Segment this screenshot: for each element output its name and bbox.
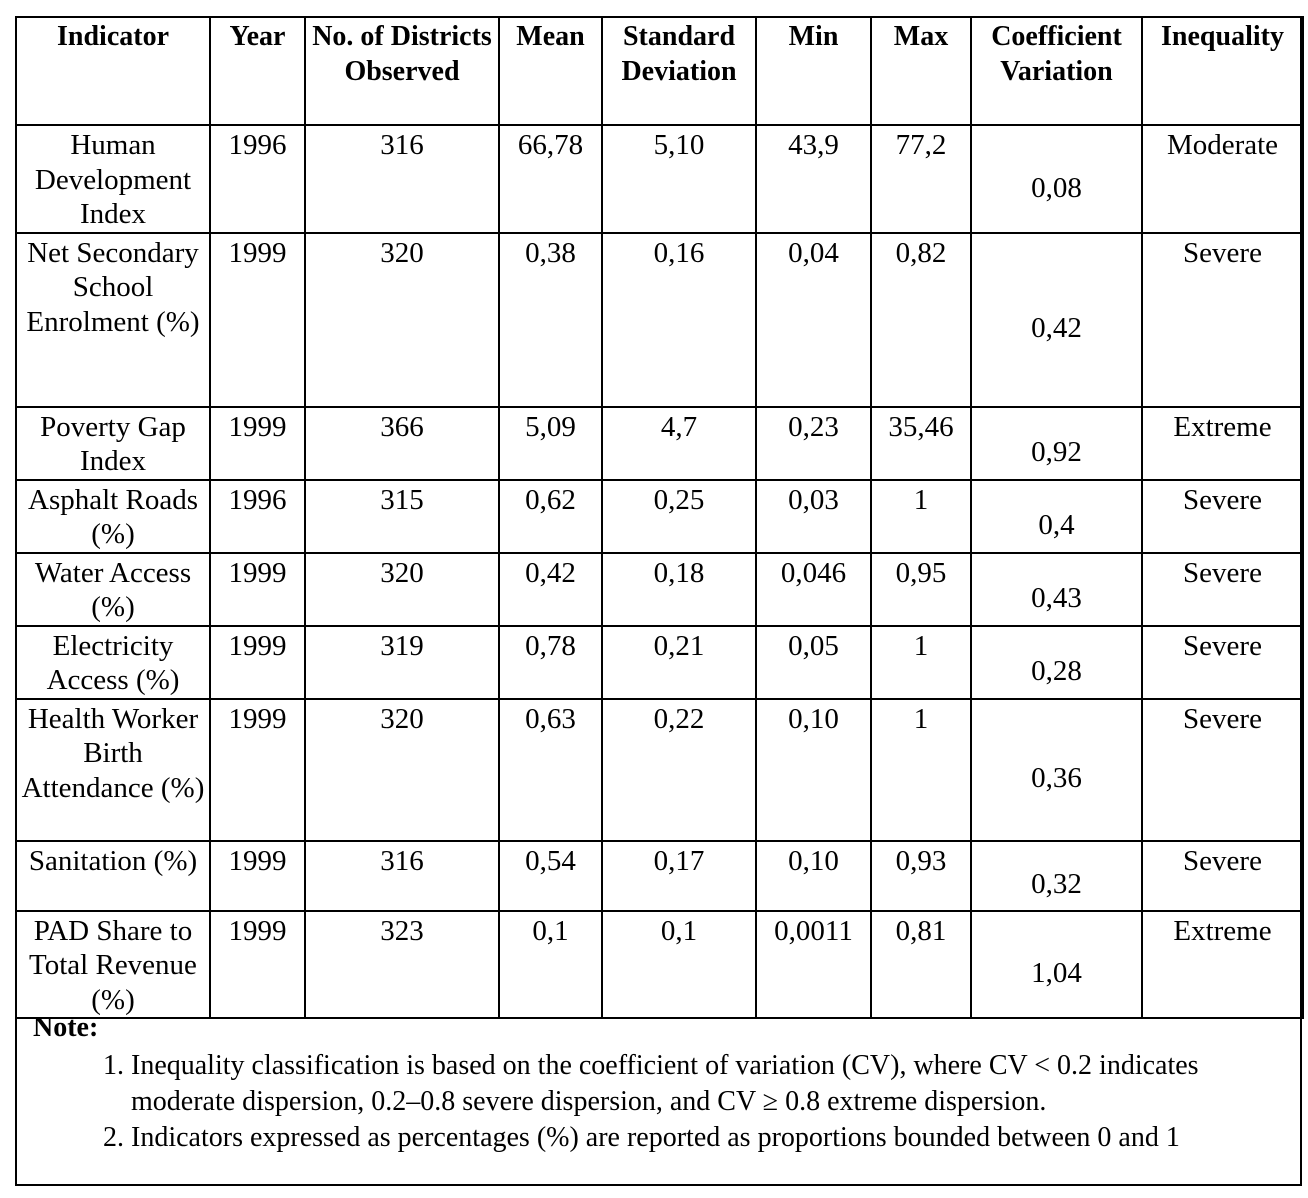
cell-year: 1999 xyxy=(210,699,305,841)
cell-districts: 319 xyxy=(305,626,499,699)
table-row xyxy=(16,626,1303,699)
table-row xyxy=(16,407,1303,480)
cell-max: 0,82 xyxy=(871,233,971,407)
cell-max: 1 xyxy=(871,699,971,841)
cell-sd: 4,7 xyxy=(602,407,756,480)
cell-sd: 0,1 xyxy=(602,911,756,1019)
cell-cv: 0,4 xyxy=(971,480,1142,553)
cell-max: 1 xyxy=(871,626,971,699)
note-list xyxy=(33,1048,1295,1156)
header-row xyxy=(16,17,1303,125)
cell-indicator: Water Access (%) xyxy=(16,553,210,626)
table-row xyxy=(16,233,1303,407)
cell-min: 0,23 xyxy=(756,407,871,480)
cell-year: 1999 xyxy=(210,553,305,626)
cell-year: 1996 xyxy=(210,125,305,233)
header-mean: Mean xyxy=(499,17,602,125)
cell-districts: 320 xyxy=(305,233,499,407)
header-year: Year xyxy=(210,17,305,125)
header-indicator: Indicator xyxy=(16,17,210,125)
cell-mean: 0,1 xyxy=(499,911,602,1019)
cell-max: 1 xyxy=(871,480,971,553)
table-row xyxy=(16,553,1303,626)
table-row xyxy=(16,841,1303,911)
cell-sd: 0,21 xyxy=(602,626,756,699)
table-note xyxy=(33,1010,1295,1156)
cell-min: 0,04 xyxy=(756,233,871,407)
cell-min: 0,10 xyxy=(756,841,871,911)
cell-districts: 320 xyxy=(305,699,499,841)
cell-mean: 0,54 xyxy=(499,841,602,911)
cell-year: 1999 xyxy=(210,233,305,407)
cell-districts: 320 xyxy=(305,553,499,626)
cell-inequality: Severe xyxy=(1142,699,1303,841)
cell-districts: 366 xyxy=(305,407,499,480)
cell-min: 43,9 xyxy=(756,125,871,233)
note-title: Note: xyxy=(33,1012,99,1043)
cell-sd: 5,10 xyxy=(602,125,756,233)
cell-min: 0,10 xyxy=(756,699,871,841)
header-districts: No. of Districts Observed xyxy=(305,17,499,125)
cell-indicator: Human Development Index xyxy=(16,125,210,233)
cell-indicator: Net Secondary School Enrolment (%) xyxy=(16,233,210,407)
cell-year: 1999 xyxy=(210,626,305,699)
table-row xyxy=(16,699,1303,841)
cell-min: 0,046 xyxy=(756,553,871,626)
cell-indicator: Poverty Gap Index xyxy=(16,407,210,480)
cell-year: 1996 xyxy=(210,480,305,553)
cell-indicator: PAD Share to Total Revenue (%) xyxy=(16,911,210,1019)
cell-cv: 0,08 xyxy=(971,125,1142,233)
cell-min: 0,03 xyxy=(756,480,871,553)
cell-mean: 5,09 xyxy=(499,407,602,480)
cell-districts: 323 xyxy=(305,911,499,1019)
cell-indicator: Health Worker Birth Attendance (%) xyxy=(16,699,210,841)
cell-districts: 315 xyxy=(305,480,499,553)
note-item: 2. Indicators expressed as percentages (%) are reported as proportions bounded between 0 and 1 xyxy=(131,1120,1295,1156)
cell-sd: 0,18 xyxy=(602,553,756,626)
cell-indicator: Asphalt Roads (%) xyxy=(16,480,210,553)
cell-sd: 0,25 xyxy=(602,480,756,553)
statistics-table xyxy=(15,16,1304,1019)
table-row xyxy=(16,911,1303,1019)
header-standard-deviation: Standard Deviation xyxy=(602,17,756,125)
cell-max: 0,81 xyxy=(871,911,971,1019)
cell-cv: 0,42 xyxy=(971,233,1142,407)
cell-min: 0,0011 xyxy=(756,911,871,1019)
cell-mean: 0,63 xyxy=(499,699,602,841)
cell-max: 0,93 xyxy=(871,841,971,911)
cell-sd: 0,16 xyxy=(602,233,756,407)
cell-inequality: Severe xyxy=(1142,841,1303,911)
cell-cv: 0,43 xyxy=(971,553,1142,626)
cell-indicator: Electricity Access (%) xyxy=(16,626,210,699)
cell-districts: 316 xyxy=(305,841,499,911)
cell-inequality: Extreme xyxy=(1142,911,1303,1019)
cell-year: 1999 xyxy=(210,911,305,1019)
cell-cv: 0,32 xyxy=(971,841,1142,911)
cell-max: 35,46 xyxy=(871,407,971,480)
cell-mean: 66,78 xyxy=(499,125,602,233)
cell-max: 77,2 xyxy=(871,125,971,233)
cell-cv: 0,36 xyxy=(971,699,1142,841)
header-coefficient-variation: Coefficient Variation xyxy=(971,17,1142,125)
cell-mean: 0,42 xyxy=(499,553,602,626)
cell-inequality: Severe xyxy=(1142,480,1303,553)
cell-year: 1999 xyxy=(210,841,305,911)
cell-indicator: Sanitation (%) xyxy=(16,841,210,911)
cell-sd: 0,17 xyxy=(602,841,756,911)
cell-inequality: Severe xyxy=(1142,626,1303,699)
cell-mean: 0,38 xyxy=(499,233,602,407)
cell-inequality: Moderate xyxy=(1142,125,1303,233)
note-item: 1. Inequality classification is based on the coefficient of variation (CV), where CV < 0.2 indicates moderate dispersion, 0.2–0.8 severe dispersion, and CV ≥ 0.8 extreme dispersion. xyxy=(131,1048,1295,1120)
cell-cv: 0,92 xyxy=(971,407,1142,480)
cell-max: 0,95 xyxy=(871,553,971,626)
cell-mean: 0,62 xyxy=(499,480,602,553)
cell-inequality: Severe xyxy=(1142,553,1303,626)
cell-cv: 1,04 xyxy=(971,911,1142,1019)
header-min: Min xyxy=(756,17,871,125)
table-row xyxy=(16,480,1303,553)
cell-inequality: Severe xyxy=(1142,233,1303,407)
header-max: Max xyxy=(871,17,971,125)
header-inequality: Inequality xyxy=(1142,17,1303,125)
cell-districts: 316 xyxy=(305,125,499,233)
cell-cv: 0,28 xyxy=(971,626,1142,699)
cell-inequality: Extreme xyxy=(1142,407,1303,480)
table-row xyxy=(16,125,1303,233)
cell-year: 1999 xyxy=(210,407,305,480)
cell-mean: 0,78 xyxy=(499,626,602,699)
cell-sd: 0,22 xyxy=(602,699,756,841)
cell-min: 0,05 xyxy=(756,626,871,699)
